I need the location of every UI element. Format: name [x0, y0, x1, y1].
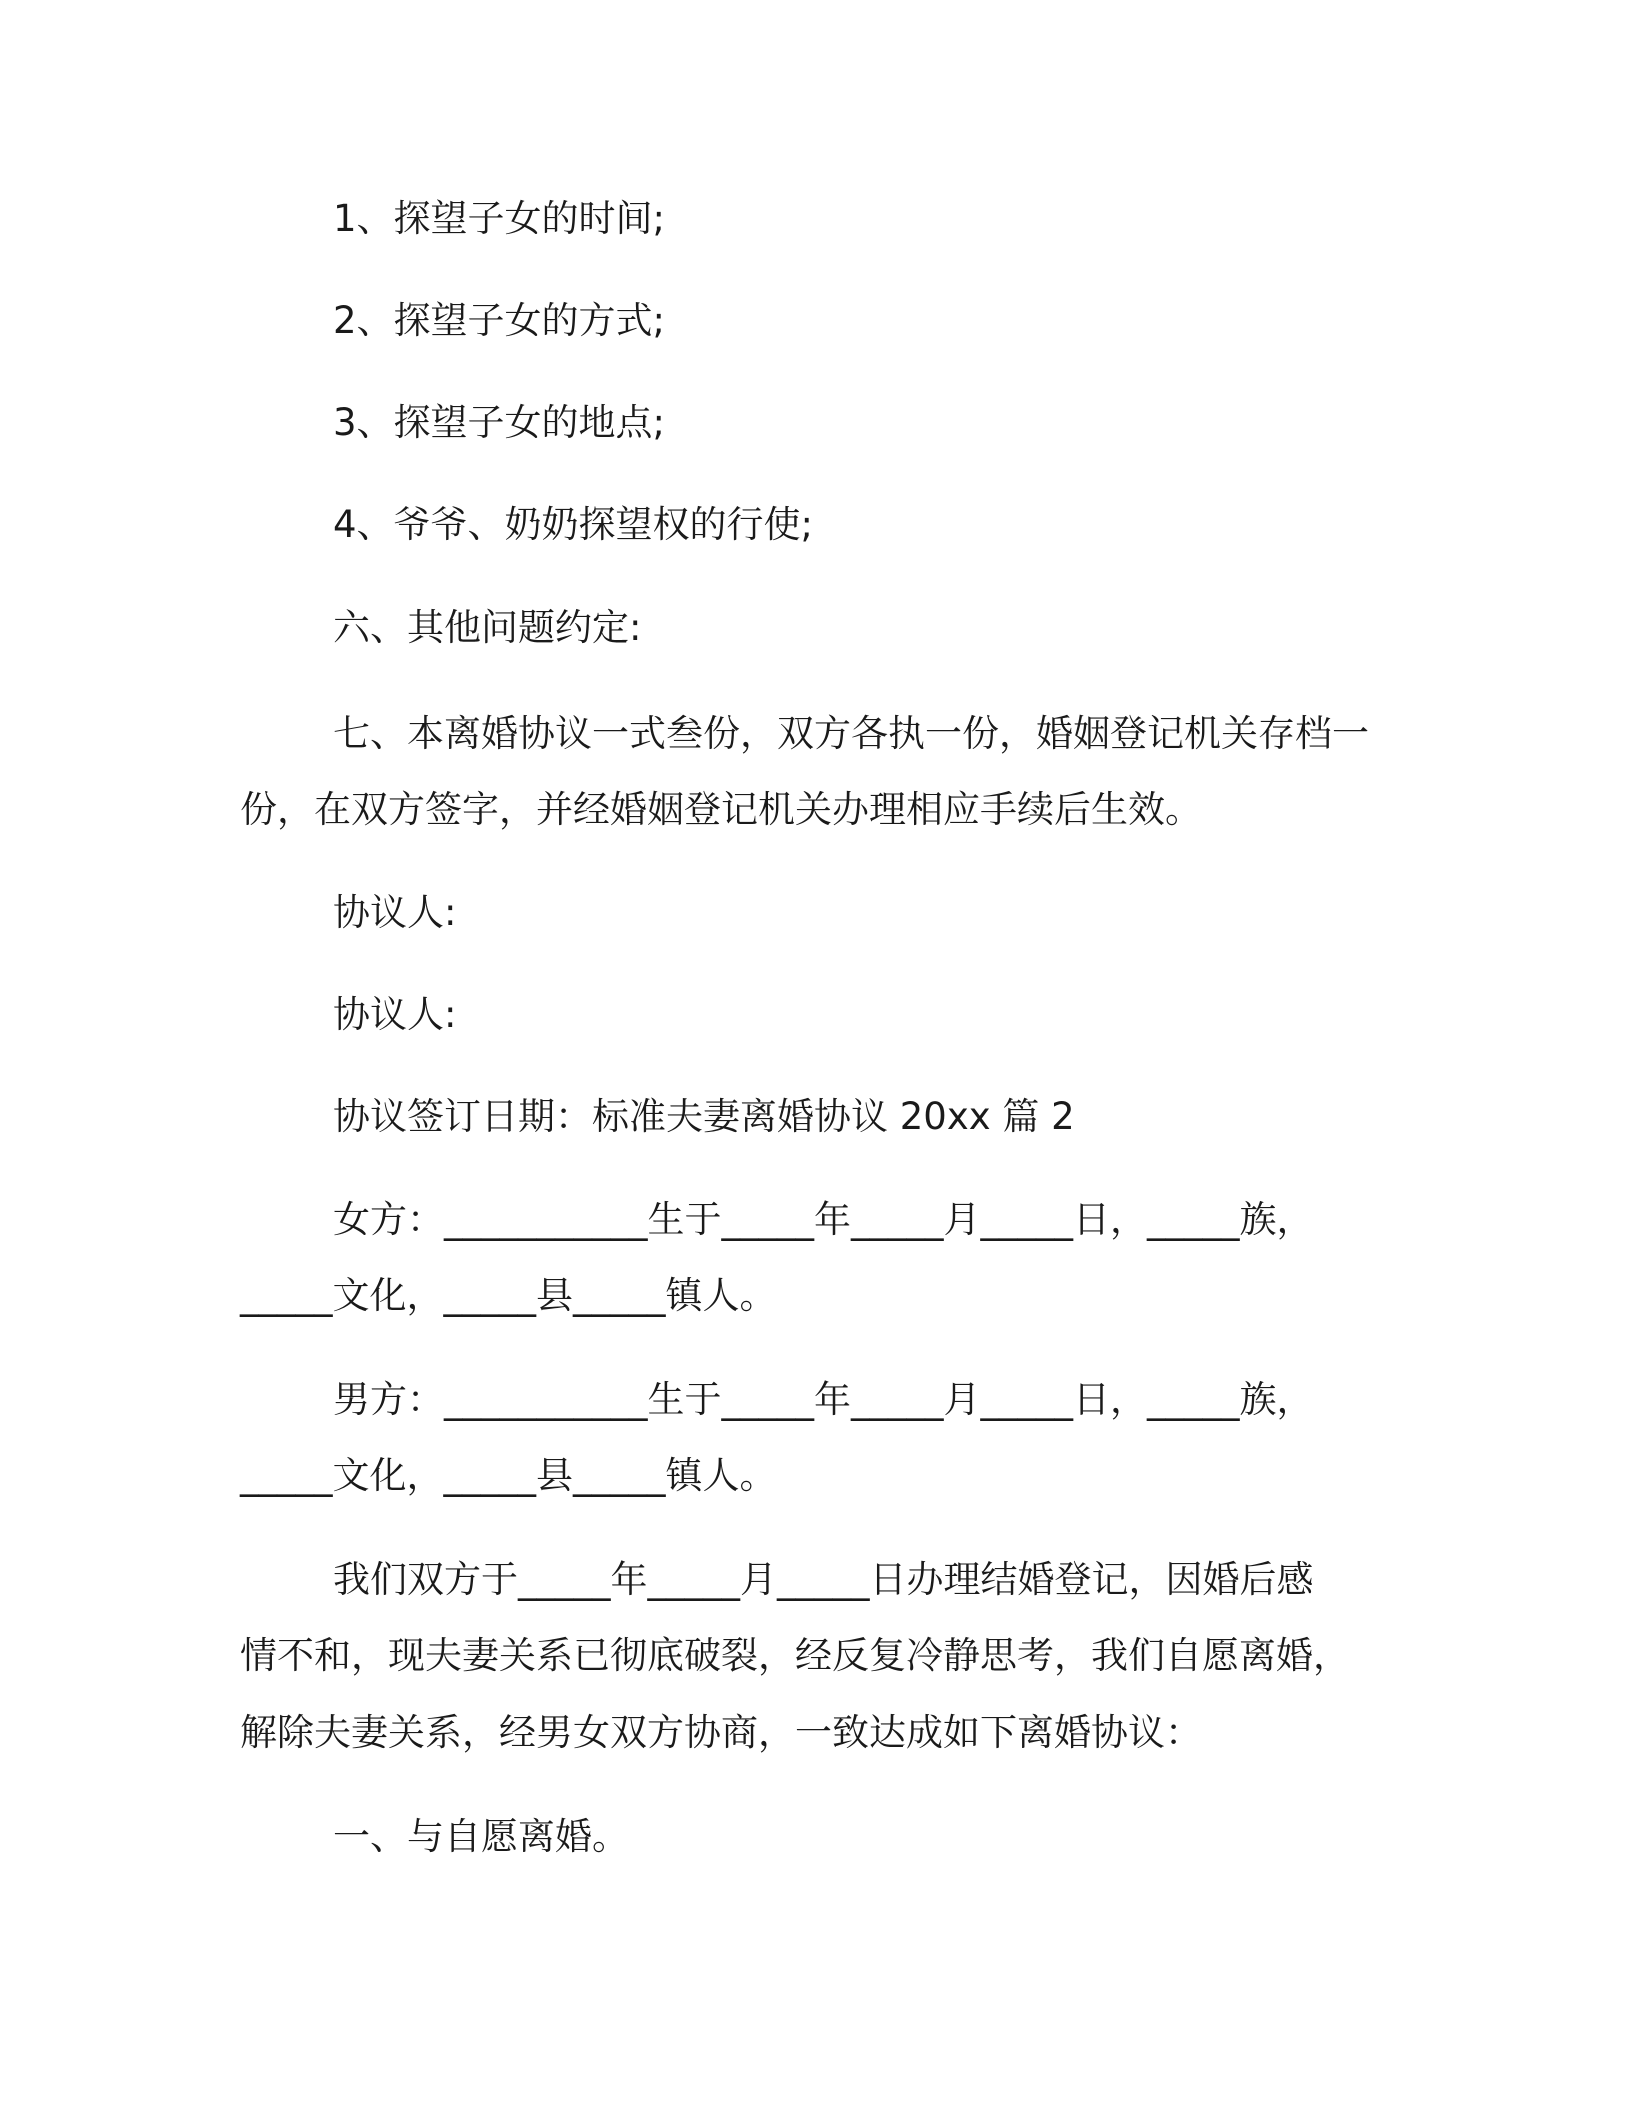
paragraph-line: 份，在双方签字，并经婚姻登记机关办理相应手续后生效。	[240, 788, 1202, 831]
form-line: _____文化，_____县_____镇人。	[240, 1274, 777, 1317]
list-item: 2、探望子女的方式;	[333, 299, 666, 342]
paragraph-line: 七、本离婚协议一式叁份，双方各执一份，婚姻登记机关存档一	[333, 712, 1369, 755]
sign-date-line: 协议签订日期：标准夫妻离婚协议 20xx 篇 2	[333, 1095, 1075, 1138]
list-item: 4、爷爷、奶奶探望权的行使;	[333, 503, 814, 546]
signature-label: 协议人:	[333, 993, 457, 1036]
list-item: 1、探望子女的时间;	[333, 197, 666, 240]
paragraph-line: 解除夫妻关系，经男女双方协商，一致达成如下离婚协议：	[240, 1711, 1202, 1754]
list-item: 3、探望子女的地点;	[333, 401, 666, 444]
form-line: 女方：___________生于_____年_____月_____日，_____族，	[333, 1198, 1314, 1241]
paragraph-line: 我们双方于_____年_____月_____日办理结婚登记，因婚后感	[333, 1558, 1314, 1601]
signature-label: 协议人:	[333, 891, 457, 934]
form-line: 男方：___________生于_____年_____月_____日，_____族，	[333, 1378, 1314, 1421]
paragraph-line: 情不和，现夫妻关系已彻底破裂，经反复冷静思考，我们自愿离婚，	[240, 1634, 1350, 1677]
form-line: _____文化，_____县_____镇人。	[240, 1454, 777, 1497]
section-heading: 六、其他问题约定:	[333, 606, 642, 649]
clause-heading: 一、与自愿离婚。	[333, 1815, 629, 1858]
